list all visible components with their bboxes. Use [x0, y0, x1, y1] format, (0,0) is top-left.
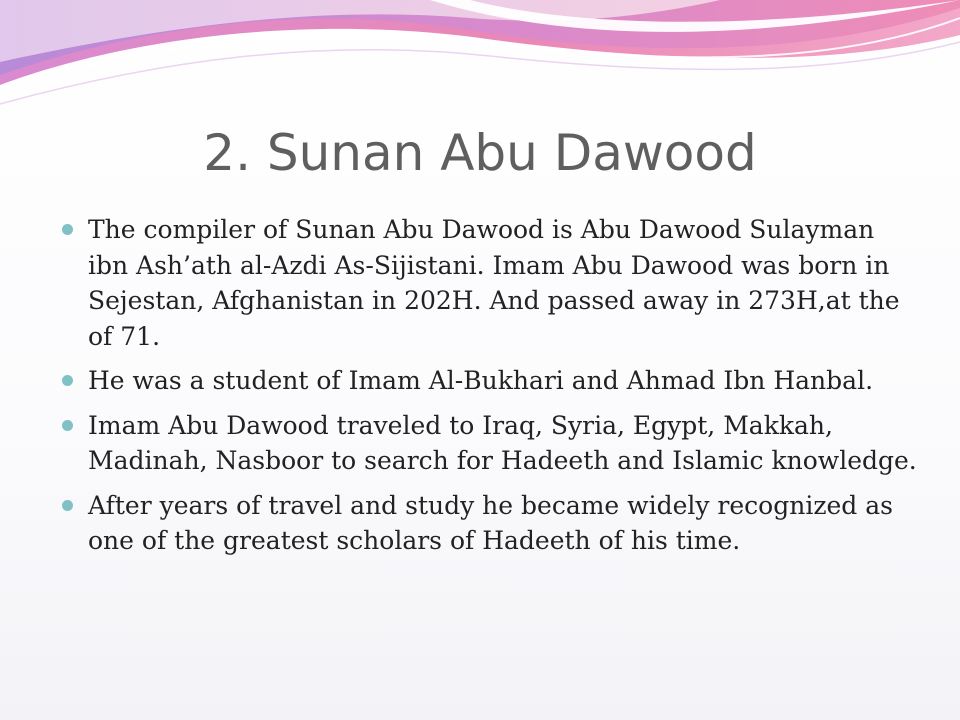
- bullet-item: [60, 212, 920, 354]
- bullet-item: [60, 363, 920, 399]
- decorative-wave-header: [0, 0, 960, 120]
- bullet-text: He was a student of Imam Al-Bukhari and Ahmad Ibn Hanbal.: [88, 366, 874, 395]
- bullet-text: After years of travel and study he became widely recognized as one of the greatest scholars of Hadeeth of his time.: [88, 490, 893, 555]
- bullet-item: [60, 408, 920, 479]
- bullet-dot-icon: [62, 420, 73, 431]
- bullet-text: Imam Abu Dawood traveled to Iraq, Syria, Egypt, Makkah, Madinah, Nasboor to search for Hadeeth and Islamic knowledge.: [88, 410, 917, 475]
- bullet-item: [60, 488, 920, 559]
- slide-title: 2. Sunan Abu Dawood: [203, 124, 757, 182]
- bullet-list: [60, 212, 920, 568]
- bullet-dot-icon: [62, 224, 73, 235]
- bullet-text: The compiler of Sunan Abu Dawood is Abu Dawood Sulayman ibn Ash’ath al-Azdi As-Sijistani. Imam Abu Dawood was born in Sejestan, Afghanistan in 202H. And passed away in 273H,at the of 71.: [88, 215, 900, 351]
- bullet-dot-icon: [62, 375, 73, 386]
- bullet-dot-icon: [62, 500, 73, 511]
